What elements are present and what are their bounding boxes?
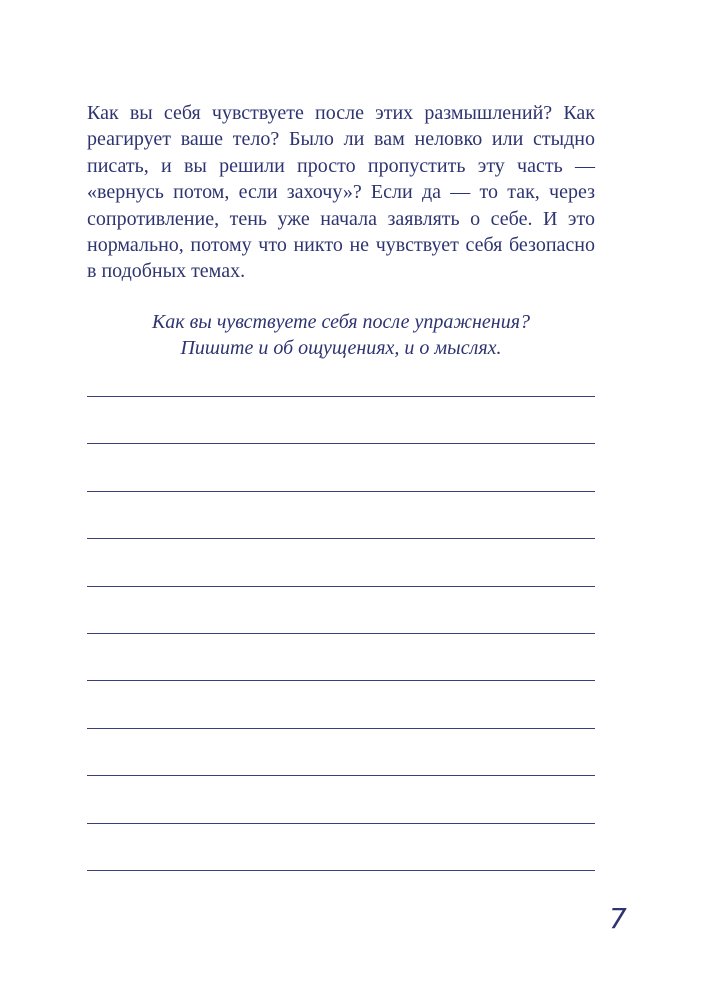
writing-line[interactable] — [87, 775, 595, 776]
prompt-line-2: Пишите и об ощущениях, и о мыслях. — [180, 337, 502, 359]
writing-line[interactable] — [87, 823, 595, 824]
writing-line[interactable] — [87, 396, 595, 397]
writing-line[interactable] — [87, 443, 595, 444]
writing-line[interactable] — [87, 586, 595, 587]
body-paragraph: Как вы себя чувствуете после этих размышлений? Как реагирует ваше тело? Было ли вам неловко или стыдно писать, и вы решили просто пропустить эту часть — «вернусь потом, если захочу»? Если да — то так, через сопротивление, тень уже начала заявлять о себе. И это нормально, потому что никто не чувствует себя безопасно в подобных темах. — [87, 102, 595, 283]
writing-line[interactable] — [87, 728, 595, 729]
writing-line[interactable] — [87, 538, 595, 539]
prompt-line-1: Как вы чувствуете себя после упражнения? — [151, 311, 531, 333]
writing-line[interactable] — [87, 491, 595, 492]
writing-line[interactable] — [87, 870, 595, 871]
writing-line[interactable] — [87, 633, 595, 634]
writing-lines[interactable] — [87, 0, 595, 1000]
writing-line[interactable] — [87, 680, 595, 681]
page-number: 7 — [609, 902, 627, 935]
